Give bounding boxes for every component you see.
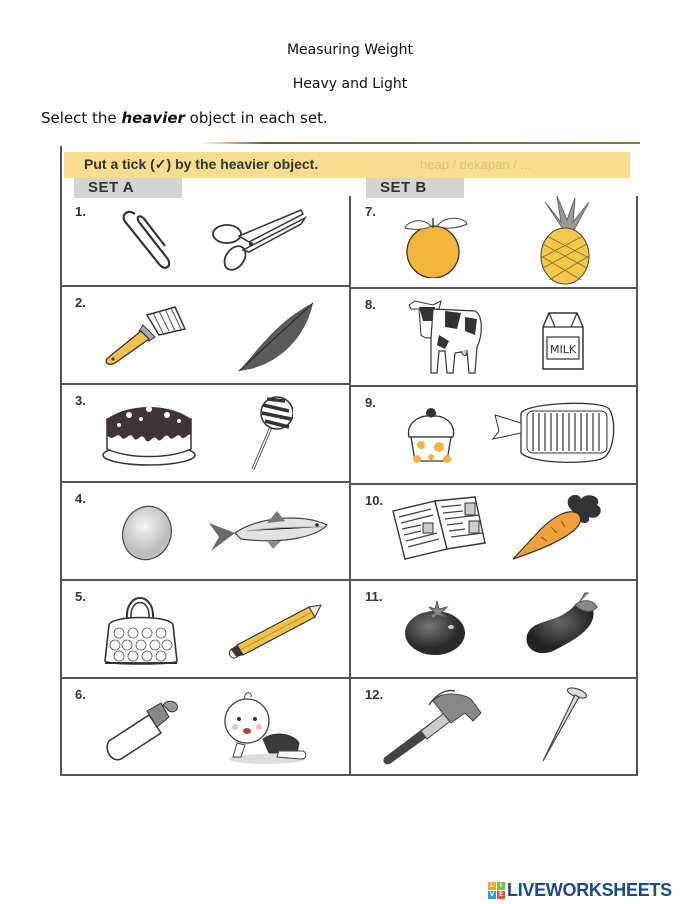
cow-icon[interactable]: [405, 295, 485, 381]
baby-icon[interactable]: [219, 687, 309, 769]
logo-letter: V: [489, 890, 495, 898]
paper-clip-icon[interactable]: [121, 206, 171, 276]
egg-icon[interactable]: [119, 503, 175, 567]
question-cell-1: [61, 196, 349, 287]
worksheet-scan: [60, 142, 638, 778]
question-cell-2: [61, 287, 349, 385]
question-number: 11.: [365, 589, 383, 604]
bread-loaf-icon[interactable]: [491, 399, 617, 469]
instruction-prefix: Select the: [41, 109, 122, 127]
pineapple-icon[interactable]: [535, 196, 595, 290]
question-number: 6.: [75, 687, 86, 702]
lollipop-icon[interactable]: [243, 395, 293, 477]
question-cell-4: [61, 483, 349, 581]
pencil-icon[interactable]: [227, 601, 323, 663]
question-number: 1.: [75, 204, 86, 219]
question-cell-9: [351, 387, 636, 485]
feather-icon[interactable]: [237, 301, 317, 377]
question-cell-10: [351, 485, 636, 581]
grid-right-border: [636, 196, 638, 776]
handbag-icon[interactable]: [103, 589, 179, 673]
milk-carton-icon[interactable]: [537, 309, 587, 377]
cupcake-icon[interactable]: [405, 407, 457, 469]
bleed-through-text: heap / dekapan / ...: [420, 157, 532, 172]
question-number: 2.: [75, 295, 86, 310]
logo-letter: L: [488, 882, 496, 890]
question-cell-5: [61, 581, 349, 679]
nail-icon[interactable]: [541, 685, 591, 769]
logo-text: LIVEWORKSHEETS: [507, 879, 672, 900]
question-cell-3: [61, 385, 349, 483]
question-number: 8.: [365, 297, 376, 312]
milk-label: MILK: [549, 343, 577, 356]
instruction-suffix: object in each set.: [184, 109, 328, 127]
instruction-emphasis: heavier: [121, 109, 185, 127]
hammer-icon[interactable]: [381, 689, 491, 769]
instruction-text: [41, 109, 328, 127]
page-subtitle: Heavy and Light: [292, 76, 408, 92]
question-number: 12.: [365, 687, 384, 702]
question-cell-8: [351, 289, 636, 387]
logo-letter: I: [497, 882, 505, 890]
eggplant-icon[interactable]: [523, 591, 599, 663]
banner-text: Put a tick (✓) by the heavier object.: [84, 156, 319, 172]
paper-edge: [200, 142, 640, 144]
carrot-icon[interactable]: [511, 491, 607, 567]
question-number: 5.: [75, 589, 86, 604]
question-cell-6: [61, 679, 349, 776]
question-number: 9.: [365, 395, 376, 410]
question-grid: [61, 196, 637, 774]
book-icon[interactable]: [391, 495, 487, 565]
liveworksheets-logo[interactable]: [488, 880, 672, 900]
logo-letter: E: [498, 890, 504, 898]
cake-icon[interactable]: [99, 397, 199, 473]
page-title: Measuring Weight: [286, 42, 414, 58]
logo-mark-icon: [488, 882, 505, 899]
question-number: 3.: [75, 393, 86, 408]
question-cell-12: [351, 679, 636, 776]
question-number: 10.: [365, 493, 384, 508]
question-number: 4.: [75, 491, 86, 506]
orange-icon[interactable]: [403, 214, 469, 282]
question-cell-7: [351, 196, 636, 289]
set-a-label: SET A: [74, 178, 182, 198]
question-cell-11: [351, 581, 636, 679]
fish-icon[interactable]: [207, 507, 331, 561]
baby-bottle-icon[interactable]: [103, 697, 181, 765]
question-number: 7.: [365, 204, 376, 219]
tomato-icon[interactable]: [403, 599, 467, 661]
paint-brush-icon[interactable]: [103, 301, 187, 371]
set-b-label: SET B: [366, 178, 464, 198]
scissors-icon[interactable]: [209, 206, 309, 280]
